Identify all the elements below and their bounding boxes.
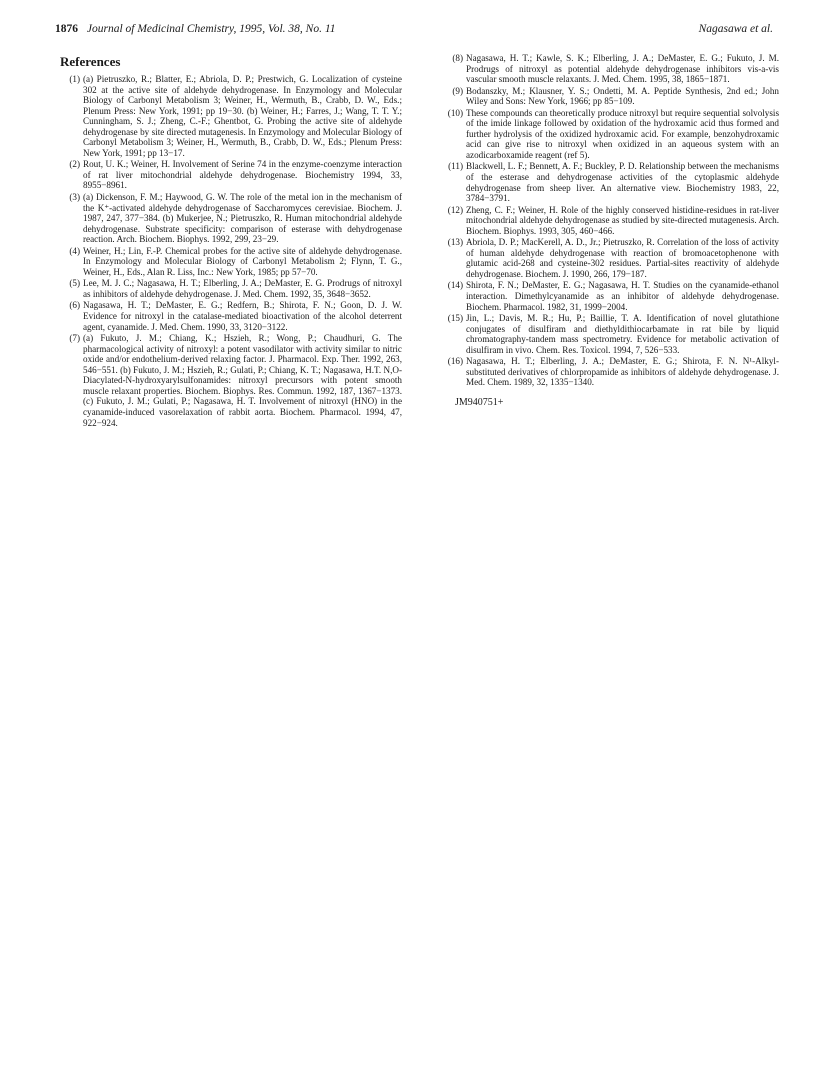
reference-item [437, 161, 779, 203]
reference-text: Zheng, C. F.; Weiner, H. Role of the highly conserved histidine-residues in rat-liver mitochondrial aldehyde dehydrogenase as studied by site-directed mutagenesis. Arch. Biochem. Biophys. 1993, 305, 460−466. [466, 204, 779, 236]
reference-number: (15) [447, 313, 463, 324]
reference-text: Bodanszky, M.; Klausner, Y. S.; Ondetti, M. A. Peptide Synthesis, 2nd ed.; John Wiley and Sons: New York, 1966; pp 85−109. [466, 85, 779, 107]
reference-text: Weiner, H.; Lin, F.-P. Chemical probes for the active site of aldehyde dehydrogenase. In Enzymology and Molecular Biology of Carbonyl Metabolism 2; Flynn, T. G., Weiner, H., Eds., Alan R. Liss, Inc.: New York, 1985; pp 57−70. [83, 245, 402, 277]
reference-number: (2) [69, 159, 80, 170]
reference-number: (5) [69, 278, 80, 289]
reference-item [60, 74, 402, 158]
reference-text: (a) Dickenson, F. M.; Haywood, G. W. The role of the metal ion in the mechanism of the K⁺-activated aldehyde dehydrogenase of Saccharomyces cerevisiae. Biochem. J. 1987, 247, 377−384. (b) Mukerjee, N.; Pietruszko, R. Human mitochondrial aldehyde dehydrogenase. Substrate specificity: comparison of esterase with dehydrogenase reaction. Arch. Biochem. Biophys. 1992, 299, 23−29. [83, 192, 402, 245]
reference-number: (13) [447, 237, 463, 248]
reference-number: (9) [452, 85, 463, 96]
reference-item [437, 313, 779, 355]
reference-number: (6) [69, 300, 80, 311]
reference-list-left [60, 74, 402, 428]
reference-number: (16) [447, 356, 463, 367]
reference-item [437, 356, 779, 388]
reference-item [437, 205, 779, 237]
reference-item [60, 333, 402, 428]
reference-text: (a) Pietruszko, R.; Blatter, E.; Abriola, D. P.; Prestwich, G. Localization of cysteine 302 at the active site of aldehyde dehydrogenase. In Enzymology and Molecular Biology of Carbonyl Metabolism 3; Weiner, H., Wermuth, B., Crabb, D. W., Eds.; Plenum Press: New York, 1991; pp 19−30. (b) Weiner, H.; Farres, J.; Wang, T. T. Y.; Cunningham, S. J.; Zheng, C.-F.; Ghentbot, G. Probing the active site of aldehyde dehydrogenase by site directed mutagenesis. In Enzymology and Molecular Biology of Carbonyl Metabolism 3; Weiner, H., Wermuth, B., Crabb, D. W., Eds.; Plenum Press: New York, 1991; pp 13−17. [83, 74, 402, 158]
reference-item [60, 278, 402, 299]
reference-text: Rout, U. K.; Weiner, H. Involvement of Serine 74 in the enzyme-coenzyme interaction of rat liver mitochondrial aldehyde dehydrogenase. Biochemistry 1994, 33, 8955−8961. [83, 159, 402, 191]
reference-text: Jin, L.; Davis, M. R.; Hu, P.; Baillie, T. A. Identification of novel glutathione conjugates of disulfiram and diethyldithiocarbamate in rat bile by liquid chromatography-tandem mass spectrometry. Evidence for metabolic activation of disulfiram in vivo. Chem. Res. Toxicol. 1994, 7, 526−533. [466, 313, 779, 355]
reference-item [60, 159, 402, 191]
reference-text: Nagasawa, H. T.; Elberling, J. A.; DeMaster, E. G.; Shirota, F. N. N¹-Alkyl-substituted derivatives of chlorpropamide as inhibitors of aldehyde dehydrogenase. J. Med. Chem. 1989, 32, 1335−1340. [466, 356, 779, 388]
reference-number: (8) [452, 53, 463, 63]
reference-number: (1) [69, 74, 80, 84]
reference-list-right [437, 53, 779, 388]
reference-number: (11) [448, 161, 463, 172]
manuscript-id: JM940751+ [455, 396, 504, 408]
reference-text: Nagasawa, H. T.; Kawle, S. K.; Elberling, J. A.; DeMaster, E. G.; Fukuto, J. M. Prodrugs of nitroxyl as potential aldehyde dehydrogenase inhibitors vis-a-vis vascular smooth muscle relaxants. J. Med. Chem. 1995, 38, 1865−1871. [466, 53, 779, 85]
reference-item [437, 237, 779, 279]
running-header [55, 23, 773, 41]
right-column [437, 53, 779, 408]
reference-item [437, 53, 779, 85]
reference-text: Blackwell, L. F.; Bennett, A. F.; Buckley, P. D. Relationship between the mechanisms of the esterase and dehydrogenase activities of the cytoplasmic aldehyde dehydrogenase from sheep liver. An alternative view. Biochemistry 1983, 22, 3784−3791. [466, 161, 779, 204]
reference-item [437, 108, 779, 161]
reference-number: (4) [69, 245, 80, 256]
reference-item [60, 300, 402, 332]
reference-text: These compounds can theoretically produce nitroxyl but require sequential solvolysis of the imide linkage followed by oxidation of the hydroxamic acid thus formed and further hydrolysis of the oxidized hydroxamic acid. For example, benzohydroxamic acid can give rise to nitroxyl when oxidized in an aqueous system with an azodicarboxamide reagent (ref 5). [466, 107, 779, 160]
reference-item [60, 246, 402, 278]
reference-item [437, 280, 779, 312]
reference-item [437, 86, 779, 107]
references-heading: References [60, 54, 121, 69]
reference-text: Shirota, F. N.; DeMaster, E. G.; Nagasawa, H. T. Studies on the cyanamide-ethanol interaction. Dimethylcyanamide as an inhibitor of aldehyde dehydrogenase. Biochem. Pharmacol. 1982, 31, 1999−2004. [466, 280, 779, 312]
left-column [60, 54, 402, 429]
reference-number: (14) [447, 280, 463, 291]
reference-text: Nagasawa, H. T.; DeMaster, E. G.; Redfern, B.; Shirota, F. N.; Goon, D. J. W. Evidence for nitroxyl in the catalase-mediated bioactivation of the alcohol deterrent agent, cyanamide. J. Med. Chem. 1990, 33, 3120−3122. [83, 300, 402, 332]
reference-number: (12) [447, 204, 463, 215]
reference-number: (7) [69, 333, 80, 344]
running-authors: Nagasawa et al. [698, 23, 773, 35]
reference-number: (3) [69, 192, 80, 203]
page-number: 1876 [55, 23, 78, 35]
reference-text: (a) Fukuto, J. M.; Chiang, K.; Hszieh, R.; Wong, P.; Chaudhuri, G. The pharmacological activity of nitroxyl: a potent vasodilator with activity similar to nitric oxide and/or endothelium-derived relaxing factor. J. Pharmacol. Exp. Ther. 1992, 263, 546−551. (b) Fukuto, J. M.; Hszieh, R.; Gulati, P.; Chiang, K. T.; Nagasawa, H.T. N,O-Diacylated-N-hydroxyarylsulfonamides: nitroxyl precursors with potent smooth muscle relaxant properties. Biochem. Biophys. Res. Commun. 1992, 187, 1367−1373. (c) Fukuto, J. M.; Gulati, P.; Nagasawa, H. T. Involvement of nitroxyl (HNO) in the cyanamide-induced vasorelaxation of rabbit aorta. Biochem. Pharmacol. 1994, 47, 922−924. [83, 333, 402, 428]
reference-number: (10) [447, 107, 463, 118]
reference-text: Lee, M. J. C.; Nagasawa, H. T.; Elberling, J. A.; DeMaster, E. G. Prodrugs of nitroxyl as inhibitors of aldehyde dehydrogenase. J. Med. Chem. 1992, 35, 3648−3652. [83, 278, 402, 299]
journal-citation: Journal of Medicinal Chemistry, 1995, Vol. 38, No. 11 [86, 23, 336, 35]
reference-text: Abriola, D. P.; MacKerell, A. D., Jr.; Pietruszko, R. Correlation of the loss of activity of human aldehyde dehydrogenase with reaction of bromoacetophenone with glutamic acid-268 and cysteine-302 residues. Partial-sites reactivity of aldehyde dehydrogenase. Biochem. J. 1990, 266, 179−187. [466, 237, 779, 279]
reference-item [60, 192, 402, 245]
